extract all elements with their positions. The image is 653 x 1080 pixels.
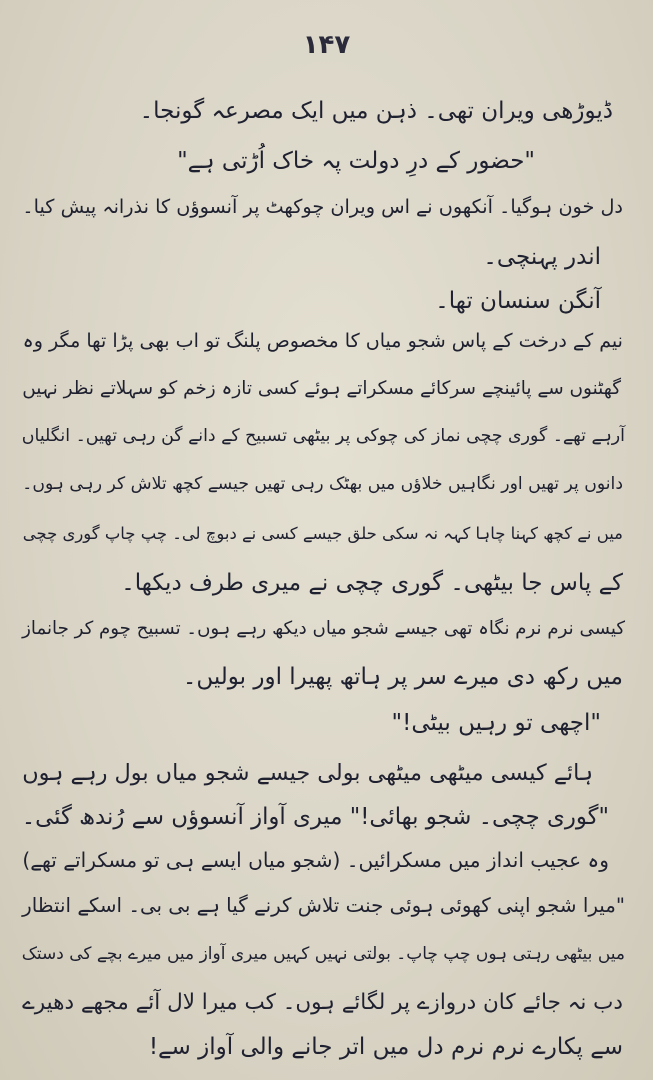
text-line: آنگن سنسان تھا۔ xyxy=(435,288,601,314)
text-line: آرہے تھے۔ گوری چچی نماز کی چوکی پر بیٹھی تسبیح کے دانے گن رہی تھیں۔ انگلیاں xyxy=(21,426,625,446)
text-line: گھٹنوں سے پائینچے سرکائے مسکراتے ہوئے کسی تازہ زخم کو سہلاتے نظر نہیں xyxy=(22,378,621,399)
text-line: میں بیٹھی رہتی ہوں چپ چاپ۔ بولتی نہیں کہیں میری آواز میں میرے بچے کی دستک xyxy=(21,944,625,964)
page-number: ۱۴۷ xyxy=(302,30,351,60)
text-line: "حضور کے درِ دولت پہ خاک اُڑتی ہے" xyxy=(177,148,535,174)
text-line: "میرا شجو اپنی کھوئی ہوئی جنت تلاش کرنے گیا ہے بی بی۔ اسکے انتظار xyxy=(22,894,625,917)
text-line: "اچھی تو رہیں بیٹی!" xyxy=(391,710,601,736)
text-line: نیم کے درخت کے پاس شجو میاں کا مخصوص پلنگ تو اب بھی پڑا تھا مگر وہ xyxy=(22,329,623,352)
text-line: کیسی نرم نرم نگاہ تھی جیسے شجو میاں دیکھ رہے ہوں۔ تسبیح چوم کر جانماز xyxy=(22,618,625,639)
text-line: ہائے کیسی میٹھی میٹھی بولی جیسے شجو میاں بول رہے ہوں xyxy=(22,760,593,786)
text-line: دب نہ جائے کان دروازے پر لگائے ہوں۔ کب میرا لال آئے مجھے دھیرے xyxy=(22,990,623,1015)
text-line: سے پکارے نرم نرم دل میں اتر جانے والی آواز سے! xyxy=(148,1034,623,1060)
text-line: دل خون ہوگیا۔ آنکھوں نے اس ویران چوکھٹ پر آنسوؤں کا نذرانہ پیش کیا۔ xyxy=(22,195,623,218)
text-line: میں نے کچھ کہنا چاہا کہہ نہ سکی حلق جیسے کسی نے دبوچ لی۔ چپ چاپ گوری چچی xyxy=(22,524,623,543)
text-line: کے پاس جا بیٹھی۔ گوری چچی نے میری طرف دیکھا۔ xyxy=(121,570,623,596)
text-line: میں رکھ دی میرے سر پر ہاتھ پھیرا اور بولیں۔ xyxy=(182,664,623,690)
text-line: وہ عجیب انداز میں مسکرائیں۔ (شجو میاں ایسے ہی تو مسکراتے تھے) xyxy=(22,848,609,872)
text-line: "گوری چچی۔ شجو بھائی!" میری آواز آنسوؤں سے رُندھ گئی۔ xyxy=(21,804,609,830)
text-line: اندر پہنچی۔ xyxy=(483,244,601,270)
text-line: ڈیوڑھی ویران تھی۔ ذہن میں ایک مصرعہ گونجا۔ xyxy=(139,98,613,124)
text-line: دانوں پر تھیں اور نگاہیں خلاؤں میں بھٹک رہی تھیں جیسے کچھ تلاش کر رہی ہوں۔ xyxy=(22,474,623,494)
